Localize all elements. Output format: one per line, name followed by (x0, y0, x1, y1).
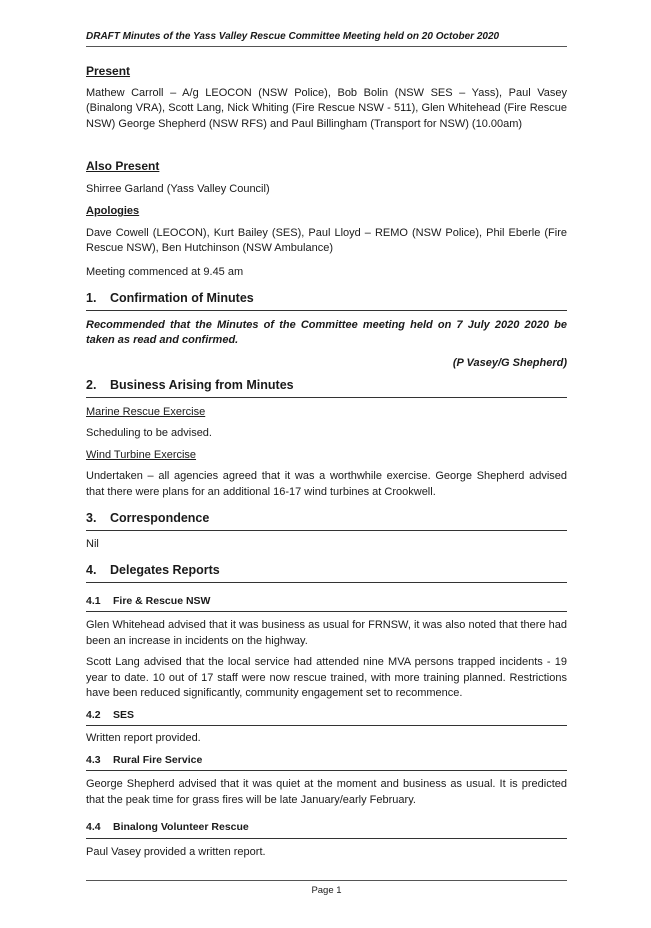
meeting-commenced: Meeting commenced at 9.45 am (86, 265, 244, 278)
subsection-number: 4.2 (86, 708, 101, 721)
section-number: 4. (86, 563, 97, 577)
apologies-heading: Apologies (86, 205, 140, 217)
subsection-number: 4.3 (86, 753, 101, 766)
subsection-title: Rural Fire Service (113, 753, 203, 766)
binalong-report-text: Paul Vasey provided a written report. (86, 845, 266, 858)
also-present-text: Shirree Garland (Yass Valley Council) (86, 182, 270, 195)
subsection-4-4-heading (86, 820, 567, 839)
subsection-4-2-heading (86, 708, 567, 727)
mover-seconder: (P Vasey/G Shepherd) (452, 356, 567, 369)
section-number: 2. (86, 378, 97, 392)
subsection-title: SES (113, 708, 135, 721)
ses-report-text: Written report provided. (86, 732, 201, 744)
rfs-report-text: George Shepherd advised that it was quiet at the moment and business as usual. It is predicted that the peak time for grass fires will be late January/early February. (86, 778, 567, 806)
document-body (86, 64, 567, 860)
subsection-number: 4.4 (86, 821, 101, 833)
subsection-4-3-heading (86, 753, 567, 772)
section-title: Confirmation of Minutes (110, 291, 254, 305)
present-heading: Present (86, 64, 131, 78)
section-title: Correspondence (110, 511, 210, 525)
subsection-number: 4.1 (86, 594, 101, 607)
wind-turbine-exercise-text: Undertaken – all agencies agreed that it was a worthwhile exercise. George Shepherd advised that there were plans for an additional 16-17 wind turbines at Crookwell. (86, 470, 567, 498)
frnsw-report-paragraph-1: Glen Whitehead advised that it was business as usual for FRNSW, it was also noted that there had been an increase in incidents on the highway. (86, 619, 567, 647)
subsection-4-1-heading (86, 594, 567, 613)
page-number: Page 1 (311, 885, 342, 896)
present-text: Mathew Carroll – A/g LEOCON (NSW Police), Bob Bolin (NSW SES – Yass), Paul Vasey (Binalong VRA), Scott Lang, Nick Whiting (Fire Rescue NSW - 511), Glen Whitehead (Fire Rescue NSW) George Shepherd (NSW RFS) and Paul Billingham (Transport for NSW) (10.00am) (86, 86, 567, 130)
wind-turbine-exercise-title: Wind Turbine Exercise (86, 448, 197, 461)
section-number: 1. (86, 291, 97, 305)
frnsw-report-paragraph-2: Scott Lang advised that the local service had attended nine MVA persons trapped incidents - 19 year to date. 10 out of 17 staff were now rescue trained, with more training planned. Restrictions have been reduced significantly, community engagement set to recommence. (86, 656, 567, 699)
section-1-heading (86, 291, 567, 311)
apologies-text: Dave Cowell (LEOCON), Kurt Bailey (SES), Paul Lloyd – REMO (NSW Police), Phil Eberle (Fire Rescue NSW), Ben Hutchinson (NSW Ambulance) (86, 226, 567, 254)
marine-rescue-exercise-text: Scheduling to be advised. (86, 427, 212, 439)
page-header: DRAFT Minutes of the Yass Valley Rescue Committee Meeting held on 20 October 2020 (86, 31, 567, 47)
section-2-heading (86, 378, 567, 398)
section-title: Delegates Reports (110, 563, 220, 577)
marine-rescue-exercise-title: Marine Rescue Exercise (86, 405, 206, 418)
section-3-heading (86, 511, 567, 531)
subsection-title: Fire & Rescue NSW (113, 594, 211, 607)
subsection-title: Binalong Volunteer Rescue (113, 821, 249, 833)
page-footer (86, 880, 567, 896)
section-title: Business Arising from Minutes (110, 378, 294, 392)
correspondence-text: Nil (86, 537, 99, 550)
section-number: 3. (86, 511, 97, 525)
section-4-heading (86, 563, 567, 583)
recommendation-text: Recommended that the Minutes of the Committee meeting held on 7 July 2020 2020 be taken as read and confirmed. (86, 318, 567, 346)
also-present-heading: Also Present (86, 159, 160, 173)
